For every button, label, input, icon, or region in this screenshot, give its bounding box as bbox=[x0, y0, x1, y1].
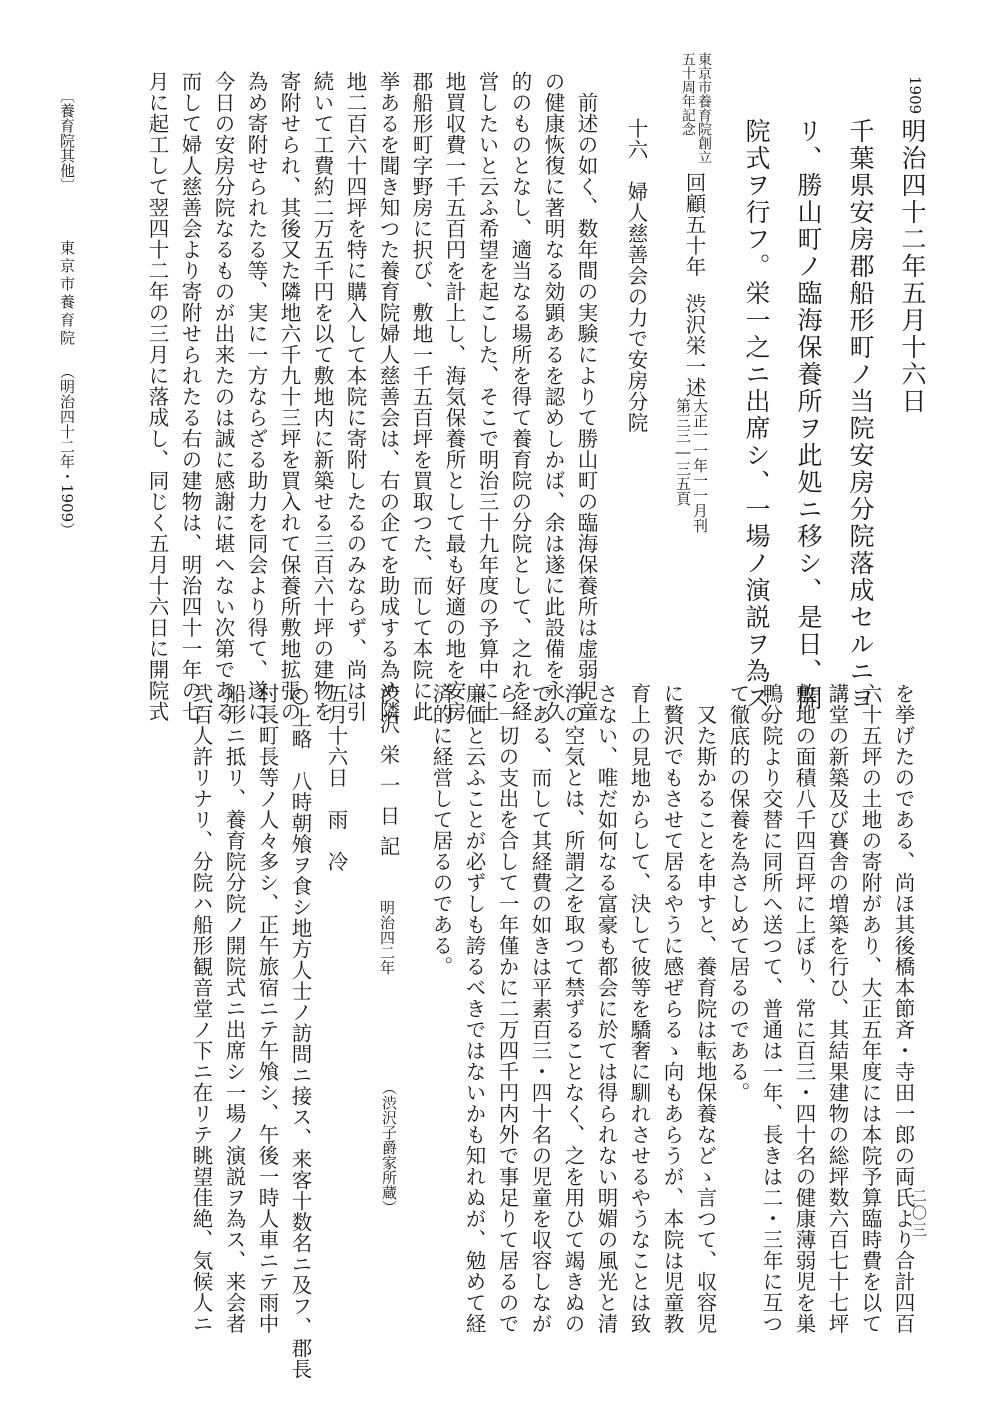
diary-line: 村長町長等ノ人々多シ、正午旅宿ニテ午飧シ、午後一時人車ニテ雨中 bbox=[255, 683, 279, 1334]
body-top-line: 地買収費一千五百円を計上し、海気保養所として最も好適の地を安房 bbox=[442, 71, 466, 722]
page-number: 二〇三 bbox=[910, 1188, 928, 1239]
body-top-line: 前述の如く、数年間の実験によりて勝山町の臨海保養所は虚弱児童 bbox=[574, 92, 598, 722]
diary-line: 五月十六日 雨 冷 bbox=[324, 683, 348, 872]
year-label: 1909 bbox=[906, 76, 924, 115]
body-bottom-line: ら一切の支出を合して一年僅かに二万四千円内外で事足りて居るので bbox=[495, 683, 519, 1334]
body-top-line: 月に起工して翌四十二年の三月に落成し、同じく五月十六日に開院式 bbox=[145, 71, 169, 722]
body-bottom-line: を挙げたのである、尚ほ其後橋本節斉・寺田一郎の両氏より合計四百 bbox=[891, 683, 915, 1334]
section-title: 十六 婦人慈善会の力で安房分院 bbox=[624, 118, 648, 433]
body-bottom-line: さない、唯だ如何なる富豪も都会に於ては得られない明媚の風光と清 bbox=[594, 683, 618, 1334]
body-top-line: 的のものとなし、適当なる場所を得て養育院の分院として、之れを経 bbox=[508, 71, 532, 722]
body-top-line: の健康恢復に著明なる効顕あるを認めしかば、余は遂に此設備を永久 bbox=[541, 71, 565, 722]
source1-title: 回顧五十年 bbox=[682, 172, 706, 277]
body-top-line: 営したいと云ふ希望を起こした、そこで明治三十九年度の予算中に土 bbox=[475, 71, 499, 722]
body-bottom-line: 敷地の面積八千四百坪に上ぼり、常に百三・四十名の健康薄弱児を巣 bbox=[792, 683, 816, 1334]
body-bottom-line: 浄の空気とは、所謂之を取つて禁ずることなく、之を用ひて竭きぬの bbox=[561, 683, 585, 1334]
source2-archive: （渋沢子爵家所蔵） bbox=[380, 1080, 398, 1215]
source1-date: 大正一一年一一月刊 bbox=[691, 398, 709, 533]
body-bottom-line: 済的に経営して居るのである。 bbox=[429, 683, 453, 977]
source2-year: 明治四二年 bbox=[378, 900, 396, 975]
body-bottom-line: 六十五坪の土地の寄附があり、大正五年度には本院予算臨時費を以て bbox=[858, 683, 882, 1334]
footer-date: （明治四十二年・1909） bbox=[58, 364, 76, 538]
date-heading: 明治四十二年五月十六日 bbox=[898, 118, 927, 415]
summary-line-1: 千葉県安房郡船形町ノ当院安房分院落成セルニヨ bbox=[846, 118, 875, 712]
source2-title: 渋沢栄一日記 bbox=[376, 683, 400, 866]
body-bottom-line: に贅沢でもさせて居るやうに感ぜらるゝ向もあらうが、本院は児童教 bbox=[660, 683, 684, 1334]
source1-author: 渋沢栄一述 bbox=[682, 293, 706, 398]
footer-org: 東京市養育院 bbox=[58, 240, 76, 348]
body-top-line: 寄附せられ、其後又た隣地六千九十三坪を買入れて保養所敷地拡張の bbox=[277, 71, 301, 722]
diary-line: 弐百人許リナリ、分院ハ船形観音堂ノ下ニ在リテ眺望佳絶、気候人ニ bbox=[189, 683, 213, 1334]
body-bottom-line: て徹底的の保養を為さしめて居るのである。 bbox=[726, 683, 750, 1103]
source1-publisher: 東京市養育院創立五十周年記念 bbox=[679, 52, 712, 164]
body-top-line: 今日の安房分院なるものが出来たのは誠に感謝に堪へない次第である bbox=[211, 71, 235, 722]
diary-line: ○上略 八時朝飧ヲ食シ地方人士ノ訪問ニ接ス、来客十数名ニ及フ、郡長 bbox=[288, 683, 312, 1380]
source1-pages: 第三三―三五頁 bbox=[674, 398, 692, 506]
body-top-line: 挙あるを聞き知つた養育院婦人慈善会は、右の企てを助成する為め隣 bbox=[376, 71, 400, 722]
body-top-line: 而して婦人慈善会より寄附せられたる右の建物は、明治四十一年の七 bbox=[178, 71, 202, 722]
body-top-line: 郡船形町字野房に択び、敷地一千五百坪を買取つた、而して本院に此 bbox=[409, 71, 433, 722]
body-bottom-line: 育上の見地からして、決して彼等を驕奢に馴れさせるやうなことは致 bbox=[627, 683, 651, 1334]
summary-line-3: 院式ヲ行フ。栄一之ニ出席シ、一場ノ演説ヲ為ス。 bbox=[742, 118, 771, 739]
body-bottom-line: 鴨分院より交替に同所へ送つて、普通は一年、長きは二・三年に互つ bbox=[759, 683, 783, 1334]
body-bottom-line: 講堂の新築及び賽舎の増築を行ひ、其結果建物の総坪数六百七十七坪 bbox=[825, 683, 849, 1334]
body-top-line: 地二百六十四坪を特に購入して本院に寄附したるのみならず、尚は引 bbox=[343, 71, 367, 722]
body-top-line: 為め寄附せられたる等、実に一方ならざる助力を同会より得て、遂に bbox=[244, 71, 268, 722]
diary-line: 船形ニ抵リ、養育院分院ノ開院式ニ出席シ一場ノ演説ヲ為ス、来会者 bbox=[222, 683, 246, 1334]
summary-line-2: リ、勝山町ノ臨海保養所ヲ此処ニ移シ、是日、開 bbox=[794, 118, 823, 712]
body-bottom-line: 又た斯かることを申すと、養育院は転地保養などゝ言つて、収容児 bbox=[693, 704, 717, 1334]
footer-category: 〔養育院其他〕 bbox=[58, 88, 76, 193]
body-bottom-line: である、而して其経費の如きは平素百三・四十名の児童を収容しなが bbox=[528, 683, 552, 1334]
body-top-line: 続いて工費約二万五千円を以て敷地内に新築せる三百六十坪の建物を bbox=[310, 71, 334, 722]
body-bottom-line: 廉価と云ふことが必ずしも誇るべきではないかも知れぬが、勉めて経 bbox=[462, 683, 486, 1334]
